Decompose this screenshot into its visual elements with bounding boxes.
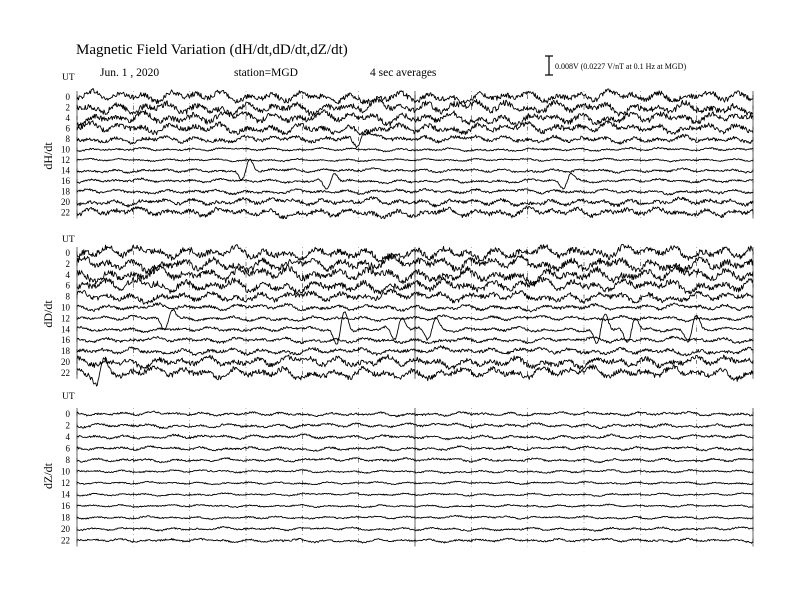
hour-tick-label: 0 — [65, 92, 70, 102]
hour-tick-label: 20 — [61, 524, 70, 534]
hour-tick-label: 10 — [61, 466, 70, 477]
hour-tick-label: 6 — [65, 123, 70, 134]
hour-tick-label: 10 — [61, 144, 70, 155]
hour-tick-label: 0 — [65, 248, 70, 258]
hour-tick-label: 18 — [61, 346, 70, 357]
hour-tick-label: 22 — [61, 367, 70, 378]
ut-axis-label: UT — [62, 235, 75, 245]
panel-dD-dt — [41, 235, 753, 386]
hour-tick-label: 14 — [61, 165, 70, 176]
hour-tick-label: 20 — [61, 197, 70, 207]
hour-tick-label: 2 — [65, 102, 70, 113]
hour-tick-label: 4 — [65, 269, 70, 280]
hour-tick-label: 20 — [61, 357, 70, 367]
scale-bar — [545, 56, 553, 75]
hour-tick-label: 10 — [61, 302, 70, 313]
hour-tick-label: 2 — [65, 420, 70, 431]
panel-label: dH/dt — [41, 142, 55, 170]
ut-axis-label: UT — [62, 73, 75, 83]
ut-axis-label: UT — [62, 392, 75, 402]
hour-tick-label: 8 — [65, 455, 70, 465]
hour-tick-label: 0 — [65, 409, 70, 419]
hour-tick-label: 4 — [65, 113, 70, 123]
station-label: station=MGD — [234, 67, 298, 79]
hour-tick-label: 14 — [61, 324, 70, 335]
hour-tick-label: 6 — [65, 443, 70, 454]
hour-tick-label: 18 — [61, 186, 70, 197]
hour-tick-label: 12 — [61, 313, 70, 324]
panel-dZ-dt — [41, 392, 753, 547]
hour-tick-label: 6 — [65, 280, 70, 291]
hour-tick-label: 14 — [61, 489, 70, 500]
hour-tick-label: 2 — [65, 258, 70, 269]
date-label: Jun. 1 , 2020 — [100, 67, 160, 79]
hour-tick-label: 22 — [61, 535, 70, 546]
hour-tick-label: 16 — [61, 335, 70, 346]
hour-tick-label: 12 — [61, 155, 70, 165]
hour-tick-label: 8 — [65, 134, 70, 144]
hour-tick-label: 4 — [65, 432, 70, 442]
scale-bar-label: 0.008V (0.0227 V/nT at 0.1 Hz at MGD) — [555, 62, 687, 71]
hour-tick-label: 18 — [61, 512, 70, 523]
panel-label: dD/dt — [41, 300, 55, 328]
hour-tick-label: 16 — [61, 176, 70, 186]
hour-tick-label: 22 — [61, 207, 70, 218]
panel-dH-dt — [41, 73, 753, 219]
figure-title: Magnetic Field Variation (dH/dt,dD/dt,dZ/dt) — [76, 42, 348, 58]
hour-tick-label: 12 — [61, 478, 70, 488]
hour-tick-label: 16 — [61, 501, 70, 511]
panel-label: dZ/dt — [41, 463, 55, 489]
hour-tick-label: 8 — [65, 291, 70, 302]
averaging-label: 4 sec averages — [370, 67, 437, 79]
panels-group — [41, 73, 753, 547]
